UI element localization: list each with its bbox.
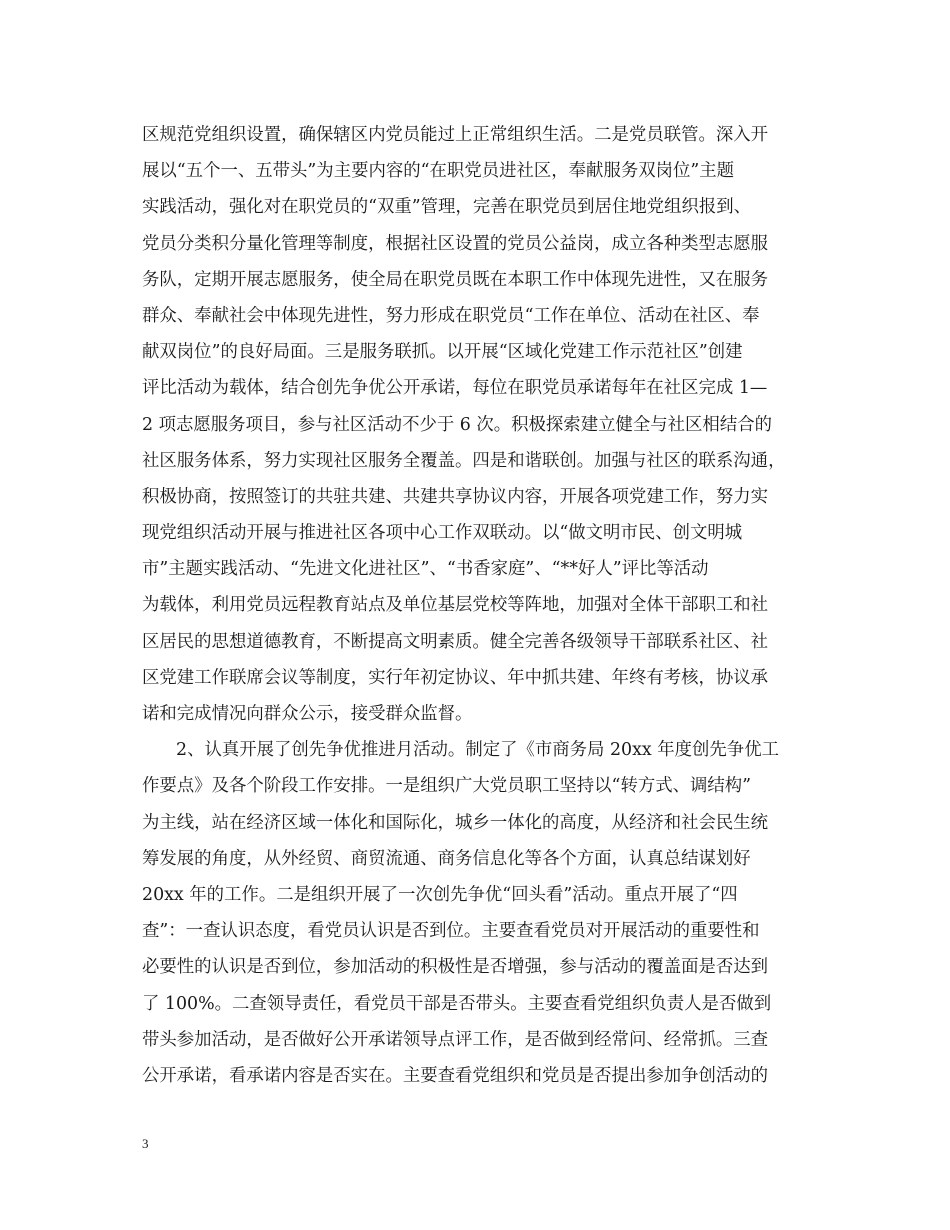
text-line: 评比活动为载体，结合创先争优公开承诺，每位在职党员承诺每年在社区完成 1— (142, 378, 768, 399)
body-text (142, 117, 832, 1094)
page-number: 3 (142, 1136, 149, 1151)
text-line: 作要点》及各个阶段工作安排。一是组织广大党员职工坚持以“转方式、调结构” (142, 776, 752, 797)
text-line: 社区服务体系，努力实现社区服务全覆盖。四是和谐联创。加强与社区的联系沟通， (142, 450, 786, 471)
text-line: 区规范党组织设置，确保辖区内党员能过上正常组织生活。二是党员联管。深入开 (142, 125, 769, 145)
text-line: 区居民的思想道德教育，不断提高文明素质。健全完善各级领导干部联系社区、社 (142, 631, 769, 652)
text-line: 为载体，利用党员远程教育站点及单位基层党校等阵地，加强对全体干部职工和社 (142, 595, 769, 616)
text-line: 区党建工作联席会议等制度，实行年初定协议、年中抓共建、年终有考核，协议承 (142, 667, 769, 688)
text-line: 现党组织活动开展与推进社区各项中心工作双联动。以“做文明市民、创文明城 (142, 523, 743, 544)
text-line: 筹发展的角度，从外经贸、商贸流通、商务信息化等各个方面，认真总结谋划好 (142, 848, 751, 869)
text-line: 公开承诺，看承诺内容是否实在。主要查看党组织和党员是否提出参加争创活动的 (142, 1065, 769, 1086)
text-line: 带头参加活动，是否做好公开承诺领导点评工作，是否做到经常问、经常抓。三查 (142, 1029, 769, 1050)
text-line: 群众、奉献社会中体现先进性，努力形成在职党员“工作在单位、活动在社区、奉 (142, 305, 760, 326)
text-line: 市”主题实践活动、“先进文化进社区”、“书香家庭”、“**好人”评比等活动 (142, 559, 709, 580)
text-line: 诺和完成情况向群众公示，接受群众监督。 (142, 704, 473, 724)
text-line: 展以“五个一、五带头”为主要内容的“在职党员进社区，奉献服务双岗位”主题 (142, 161, 735, 182)
text-line: 20xx 年的工作。二是组织开展了一次创先争优“回头看”活动。重点开展了“四 (142, 884, 738, 905)
text-line: 了 100%。二查领导责任，看党员干部是否带头。主要查看党组织负责人是否做到 (142, 993, 772, 1014)
paragraph-start-line: 2、认真开展了创先争优推进月活动。制定了《市商务局 20xx 年度创先争优工 (176, 740, 779, 761)
text-line: 党员分类积分量化管理等制度，根据社区设置的党员公益岗，成立各种类型志愿服 (142, 233, 769, 254)
text-line: 2 项志愿服务项目，参与社区活动不少于 6 次。积极探索建立健全与社区相结合的 (142, 414, 772, 435)
text-line: 必要性的认识是否到位，参加活动的积极性是否增强，参与活动的覆盖面是否达到 (142, 957, 769, 978)
text-line: 实践活动，强化对在职党员的“双重”管理，完善在职党员到居住地党组织报到、 (142, 197, 752, 218)
text-line: 务队，定期开展志愿服务，使全局在职党员既在本职工作中体现先进性，又在服务 (142, 269, 769, 290)
text-line: 积极协商，按照签订的共驻共建、共建共享协议内容，开展各项党建工作，努力实 (142, 486, 769, 507)
text-line: 查”：一查认识态度，看党员认识是否到位。主要查看党员对开展活动的重要性和 (142, 921, 760, 942)
text-line: 献双岗位”的良好局面。三是服务联抓。以开展“区域化党建工作示范社区”创建 (142, 342, 743, 363)
text-line: 为主线，站在经济区域一体化和国际化，城乡一体化的高度，从经济和社会民生统 (142, 812, 769, 833)
